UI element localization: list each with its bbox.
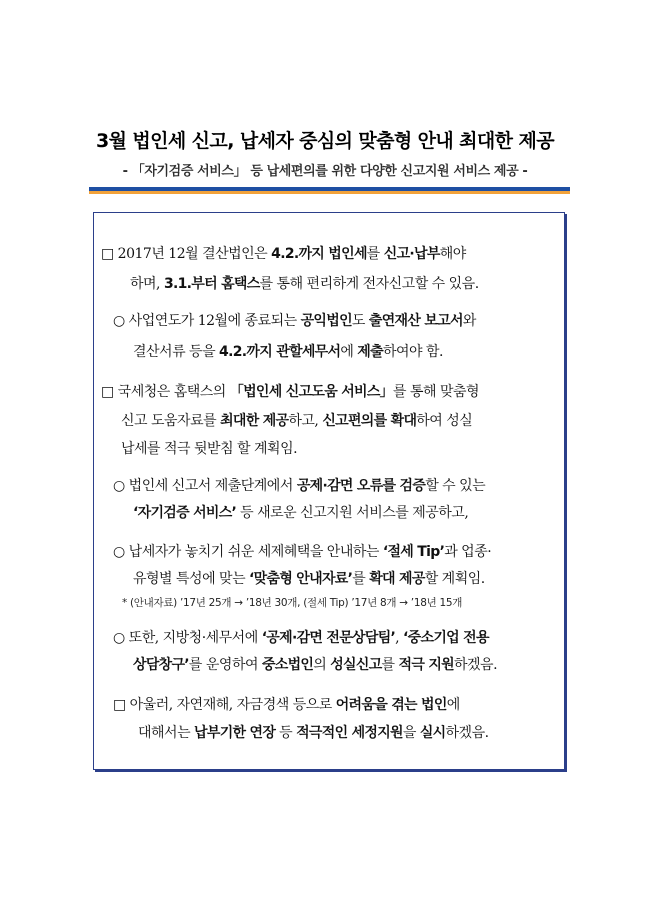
paragraph-1-line-1: □ 2017년 12월 결산법인은 4.2.까지 법인세를 신고·납부해야: [101, 246, 466, 262]
paragraph-2-line-1: □ 국세청은 홈택스의 「법인세 신고도움 서비스」를 통해 맞춤형: [101, 384, 480, 400]
paragraph-2a-line-1: ○ 법인세 신고서 제출단계에서 공제·감면 오류를 검증할 수 있는: [113, 478, 486, 494]
paragraph-2-line-3: 납세를 적극 뒷받침 할 계획임.: [121, 441, 298, 457]
square-bullet: □: [113, 697, 126, 713]
paragraph-2c-line-2: 상담창구’를 운영하여 중소법인의 성실신고를 적극 지원하겠음.: [133, 657, 498, 673]
paragraph-3-line-2: 대해서는 납부기한 연장 등 적극적인 세정지원을 실시하겠음.: [138, 725, 489, 741]
paragraph-2c-line-1: ○ 또한, 지방청·세무서에 ‘공제·감면 전문상담팀’, ‘중소기업 전용: [113, 630, 489, 646]
paragraph-3-line-1: □ 아울러, 자연재해, 자금경색 등으로 어려움을 겪는 법인에: [113, 697, 460, 713]
circle-bullet: ○: [113, 313, 125, 329]
paragraph-1a-line-1: ○ 사업연도가 12월에 종료되는 공익법인도 출연재산 보고서와: [113, 313, 476, 329]
paragraph-1-line-2: 하며, 3.1.부터 홈택스를 통해 편리하게 전자신고할 수 있음.: [130, 276, 479, 292]
paragraph-1a-line-2: 결산서류 등을 4.2.까지 관할세무서에 제출하여야 함.: [133, 344, 443, 360]
circle-bullet: ○: [113, 478, 125, 494]
page-title: 3월 법인세 신고, 납세자 중심의 맞춤형 안내 최대한 제공: [96, 130, 554, 152]
square-bullet: □: [101, 246, 114, 262]
circle-bullet: ○: [113, 544, 125, 560]
paragraph-2a-line-2: ‘자기검증 서비스’ 등 새로운 신고지원 서비스를 제공하고,: [133, 505, 469, 521]
page-subtitle: - 「자기검증 서비스」 등 납세편의를 위한 다양한 신고지원 서비스 제공 -: [122, 164, 528, 179]
paragraph-2-line-2: 신고 도움자료를 최대한 제공하고, 신고편의를 확대하여 성실: [121, 413, 473, 429]
square-bullet: □: [101, 384, 114, 400]
footnote: * (안내자료) ’17년 25개 → ’18년 30개, (절세 Tip) ’17년 8개 → ’18년 15개: [122, 597, 463, 609]
paragraph-2b-line-2: 유형별 특성에 맞는 ‘맞춤형 안내자료’를 확대 제공할 계획임.: [133, 571, 485, 587]
paragraph-2b-line-1: ○ 납세자가 놓치기 쉬운 세제혜택을 안내하는 ‘절세 Tip’과 업종·: [113, 544, 492, 560]
circle-bullet: ○: [113, 630, 125, 646]
title-rule-orange: [89, 191, 570, 194]
